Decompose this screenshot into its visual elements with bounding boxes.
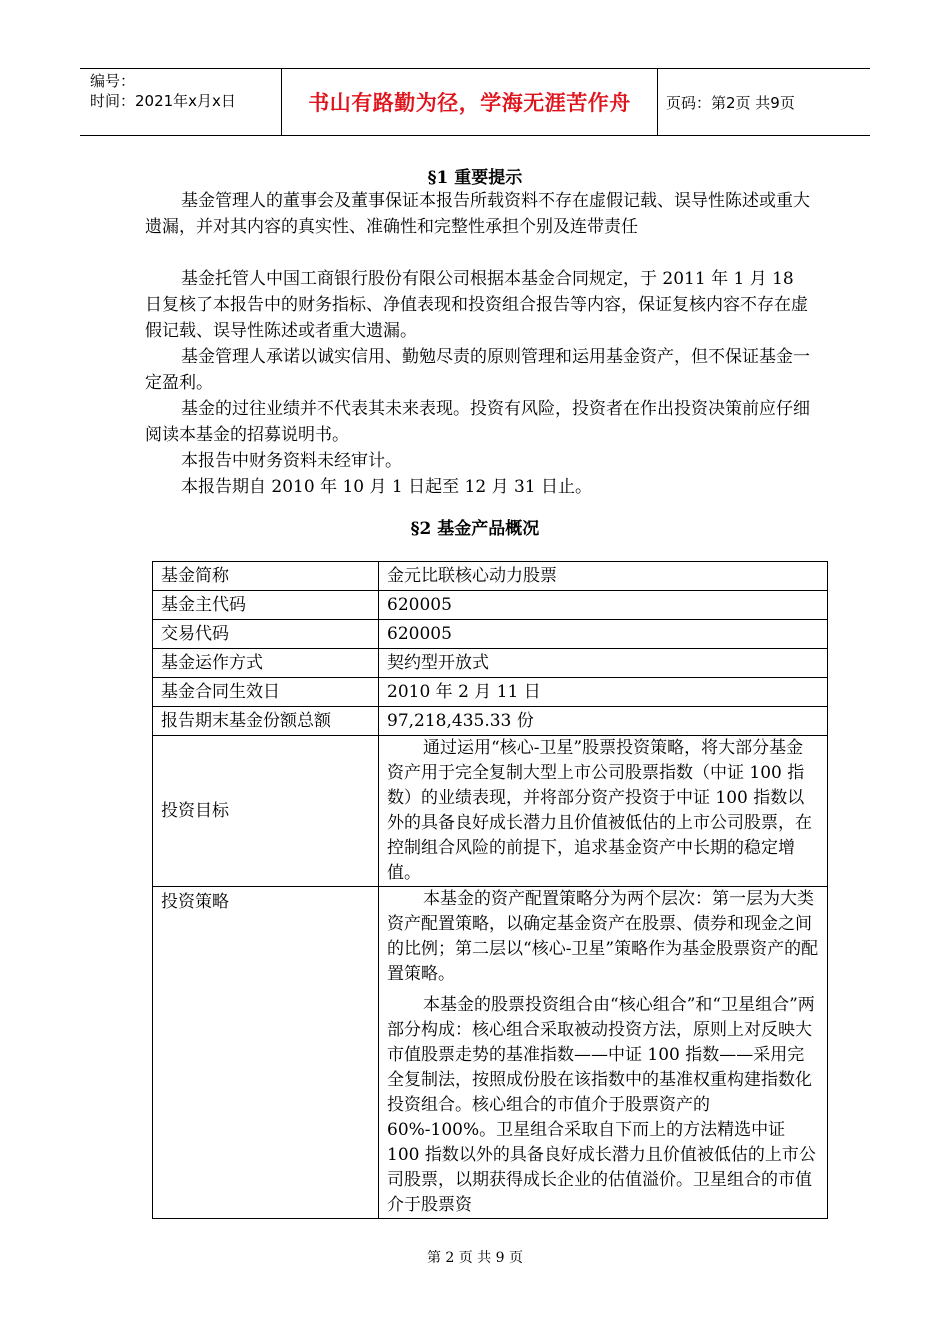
row-key: 交易代码 (153, 620, 379, 649)
product-overview-table (152, 561, 828, 1219)
number-label: 编号： (90, 72, 136, 90)
row-value: 契约型开放式 (379, 649, 828, 678)
objective-text: 通过运用“核心-卫星”股票投资策略，将大部分基金资产用于完全复制大型上市公司股票指数（中证 100 指数）的业绩表现，并将部分资产投资于中证 100 指数以外的具备良好成长潜力且价值被低估的上市公司股票，在控制组合风险的前提下，追求基金资产中长期的稳定增值。 (387, 738, 812, 883)
table-row (153, 649, 828, 678)
document-header (80, 68, 870, 136)
row-value: 2010 年 2 月 11 日 (379, 678, 828, 707)
section1-title: §1 重要提示 (427, 168, 523, 188)
table-row (153, 562, 828, 591)
table-row (153, 591, 828, 620)
row-value: 97,218,435.33 份 (379, 707, 828, 736)
strategy-value (379, 887, 828, 1219)
table-row (153, 678, 828, 707)
row-key: 基金简称 (153, 562, 379, 591)
strategy-paragraph: 本基金的资产配置策略分为两个层次：第一层为大类资产配置策略，以确定基金资产在股票、债券和现金之间的比例；第二层以“核心-卫星”策略作为基金股票资产的配置策略。 (387, 889, 819, 984)
table-row (153, 620, 828, 649)
paragraph: 本报告期自 2010 年 10 月 1 日起至 12 月 31 日止。 (181, 477, 593, 497)
strategy-key: 投资策略 (153, 887, 379, 1219)
header-meta (80, 69, 282, 135)
page-footer: 第 2 页 共 9 页 (426, 1250, 524, 1266)
section1-body (145, 188, 810, 500)
row-value: 620005 (379, 591, 828, 620)
row-key: 基金运作方式 (153, 649, 379, 678)
strategy-paragraph: 本基金的股票投资组合由“核心组合”和“卫星组合”两部分构成：核心组合采取被动投资方法，原则上对反映大市值股票走势的基准指数——中证 100 指数——采用完全复制法，按照成份股在该指数中的基准权重构建指数化投资组合。核心组合的市值介于股票资产的 60%-100%。卫星组合采取自下而上的方法精选中证 100 指数以外的具备良好成长潜力且价值被低估的上市公司股票，以期获得成长企业的估值溢价。卫星组合的市值介于股票资 (387, 995, 816, 1215)
table-row-strategy (153, 887, 828, 1219)
row-key: 基金主代码 (153, 591, 379, 620)
row-key: 基金合同生效日 (153, 678, 379, 707)
row-value: 金元比联核心动力股票 (379, 562, 828, 591)
paragraph: 基金管理人承诺以诚实信用、勤勉尽责的原则管理和运用基金资产，但不保证基金一定盈利。 (145, 347, 810, 393)
objective-value (379, 736, 828, 887)
row-value: 620005 (379, 620, 828, 649)
header-page-info: 页码：第2页 共9页 (666, 93, 795, 112)
paragraph: 基金的过往业绩并不代表其未来表现。投资有风险，投资者在作出投资决策前应仔细阅读本基金的招募说明书。 (145, 399, 810, 445)
time-label: 时间：2021年x月x日 (90, 92, 236, 110)
paragraph: 基金管理人的董事会及董事保证本报告所载资料不存在虚假记载、误导性陈述或重大遗漏，并对其内容的真实性、准确性和完整性承担个别及连带责任 (145, 191, 810, 237)
row-key: 报告期末基金份额总额 (153, 707, 379, 736)
section2-title: §2 基金产品概况 (410, 519, 540, 539)
objective-key: 投资目标 (153, 736, 379, 887)
table-row (153, 707, 828, 736)
paragraph: 本报告中财务资料未经审计。 (181, 451, 402, 471)
paragraph: 基金托管人中国工商银行股份有限公司根据本基金合同规定，于 2011 年 1 月 18 日复核了本报告中的财务指标、净值表现和投资组合报告等内容，保证复核内容不存在虚假记载、误导性陈述或者重大遗漏。 (145, 269, 808, 341)
header-motto: 书山有路勤为径，学海无涯苦作舟 (282, 69, 658, 135)
table-row-objective (153, 736, 828, 887)
